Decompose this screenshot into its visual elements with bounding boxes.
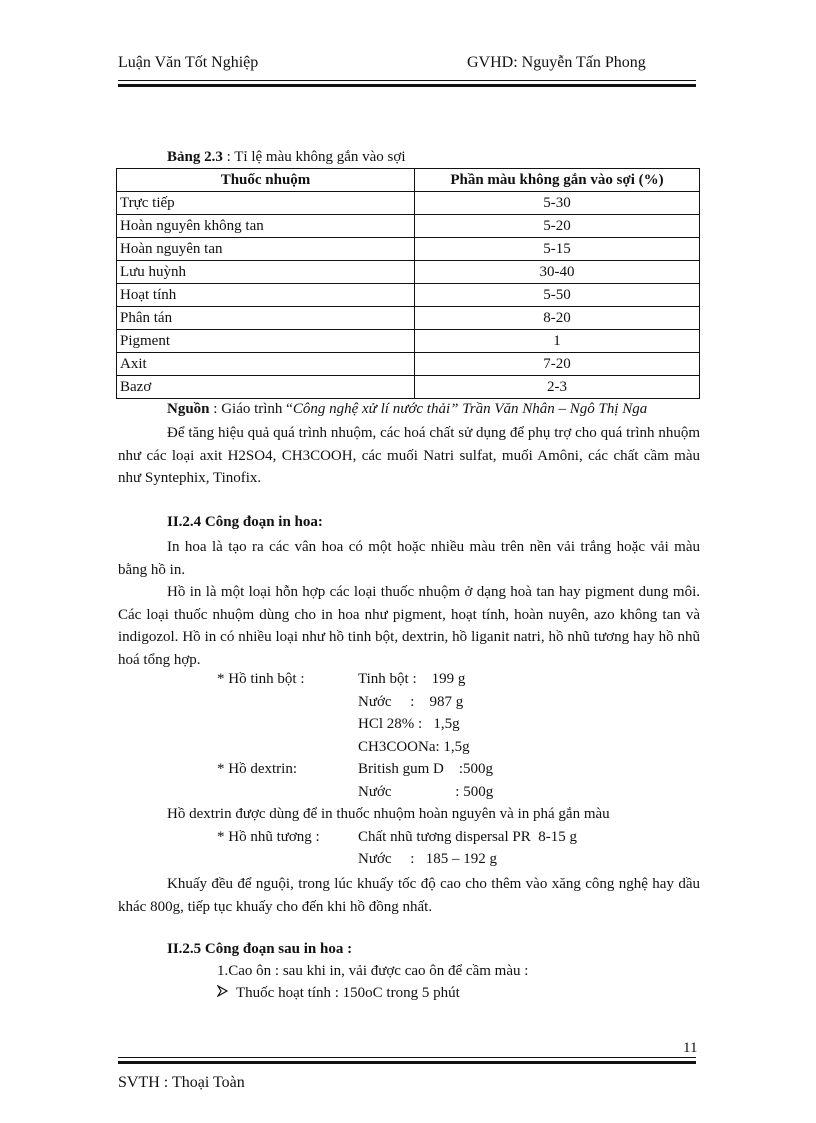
recipe-starch-item: Tinh bột : 199 g [358, 671, 466, 687]
unfixed-percent: 1 [415, 330, 700, 353]
unfixed-percent: 8-20 [415, 307, 700, 330]
paragraph-auxiliaries: Để tăng hiệu quả quá trình nhuộm, các hoá chất sử dụng để phụ trợ cho quá trình nhuộm như các loại axit H2SO4, CH3COOH, các muối Natri sulfat, muối Amôni, các chất cầm màu như Syntephix, Tinofix. [118, 425, 700, 486]
unfixed-percent: 5-50 [415, 284, 700, 307]
paragraph-mixing: Khuấy đều để nguội, trong lúc khuấy tốc độ cao cho thêm vào xăng công nghệ hay dầu khác 800g, tiếp tục khuấy cho đến khi hồ đồng nhất. [118, 876, 700, 915]
post-printing-bullet-text: Thuốc hoạt tính : 150oC trong 5 phút [236, 985, 460, 1001]
footer-author: SVTH : Thoại Toàn [118, 1074, 245, 1091]
recipe-starch-label: * Hồ tinh bột : [217, 671, 305, 687]
table-row [117, 192, 700, 215]
paragraph-printing-paste: Hồ in là một loại hỗn hợp các loại thuốc nhuộm ở dạng hoà tan hay pigment dung môi. Các loại thuốc nhuộm dùng cho in hoa như pigment, hoạt tính, hoàn nuyên, azo không tan và indigozol. Hồ in có nhiều loại như hồ tinh bột, dextrin, hồ liganit natri, hồ nhũ tương hay hồ nhũ hoá tổng hợp. [118, 584, 700, 668]
table-row [117, 353, 700, 376]
table-caption-label: Bảng 2.3 [167, 149, 223, 165]
dye-name: Hoàn nguyên không tan [117, 215, 415, 238]
table-row [117, 307, 700, 330]
recipe-dextrin-item: Nước : 500g [358, 784, 494, 800]
table-header-dye: Thuốc nhuộm [117, 169, 415, 192]
recipe-starch-item: Nước : 987 g [358, 694, 464, 710]
dye-table [116, 168, 700, 399]
arrow-bullet-icon [217, 985, 228, 1002]
recipe-emulsion-item: Chất nhũ tương dispersal PR 8-15 g [358, 829, 577, 845]
source-suffix: ” Trần Văn Nhân – Ngô Thị Nga [450, 401, 648, 417]
source-prefix: : Giáo trình “ [209, 401, 293, 417]
section-heading-printing: II.2.4 Công đoạn in hoa: [167, 514, 323, 530]
footer-rule-thick [118, 1061, 696, 1064]
table-caption [167, 149, 406, 166]
dye-name: Pigment [117, 330, 415, 353]
dye-name: Bazơ [117, 376, 415, 399]
table-header-unfixed: Phần màu không gắn vào sợi (%) [415, 169, 700, 192]
recipe-starch-item: CH3COONa: 1,5g [358, 739, 470, 755]
table-caption-text: : Tỉ lệ màu không gắn vào sợi [222, 149, 406, 165]
recipe-dextrin-item: British gum D :500g [358, 761, 494, 777]
footer-rule-thin [118, 1057, 696, 1058]
section-heading-post-printing: II.2.5 Công đoạn sau in hoa : [167, 941, 353, 957]
dye-name: Hoạt tính [117, 284, 415, 307]
recipe-emulsion-label: * Hồ nhũ tương : [217, 829, 320, 845]
unfixed-percent: 30-40 [415, 261, 700, 284]
unfixed-percent: 2-3 [415, 376, 700, 399]
header-rule-thin [118, 80, 696, 81]
recipe-starch-item: HCl 28% : 1,5g [358, 716, 460, 732]
header-rule-thick [118, 84, 696, 87]
recipe-emulsion-item: Nước : 185 – 192 g [358, 851, 497, 867]
header-right: GVHD: Nguyễn Tấn Phong [467, 54, 646, 71]
dye-name: Phân tán [117, 307, 415, 330]
post-printing-bullet [217, 985, 460, 1002]
source-label: Nguồn [167, 401, 210, 417]
table-row [117, 215, 700, 238]
unfixed-percent: 5-30 [415, 192, 700, 215]
dye-name: Trực tiếp [117, 192, 415, 215]
page-number: 11 [683, 1040, 698, 1056]
table-row [117, 376, 700, 399]
recipe-dextrin-note: Hồ dextrin được dùng để in thuốc nhuộm hoàn nguyên và in phá gắn màu [167, 806, 610, 822]
table-row [117, 238, 700, 261]
unfixed-percent: 5-20 [415, 215, 700, 238]
table-row [117, 284, 700, 307]
paragraph-printing-def: In hoa là tạo ra các vân hoa có một hoặc nhiều màu trên nền vải trắng hoặc vải màu bằng hồ in. [118, 539, 700, 578]
post-printing-step-1: 1.Cao ôn : sau khi in, vải được cao ôn để cầm màu : [217, 963, 529, 979]
dye-name: Axit [117, 353, 415, 376]
table-source [167, 401, 647, 418]
source-title: Công nghệ xử lí nước thải [292, 401, 451, 417]
dye-name: Lưu huỳnh [117, 261, 415, 284]
dye-name: Hoàn nguyên tan [117, 238, 415, 261]
recipe-dextrin-label: * Hồ dextrin: [217, 761, 297, 777]
table-row [117, 261, 700, 284]
unfixed-percent: 5-15 [415, 238, 700, 261]
unfixed-percent: 7-20 [415, 353, 700, 376]
table-header-row [117, 169, 700, 192]
table-row [117, 330, 700, 353]
header-left: Luận Văn Tốt Nghiệp [118, 54, 259, 71]
